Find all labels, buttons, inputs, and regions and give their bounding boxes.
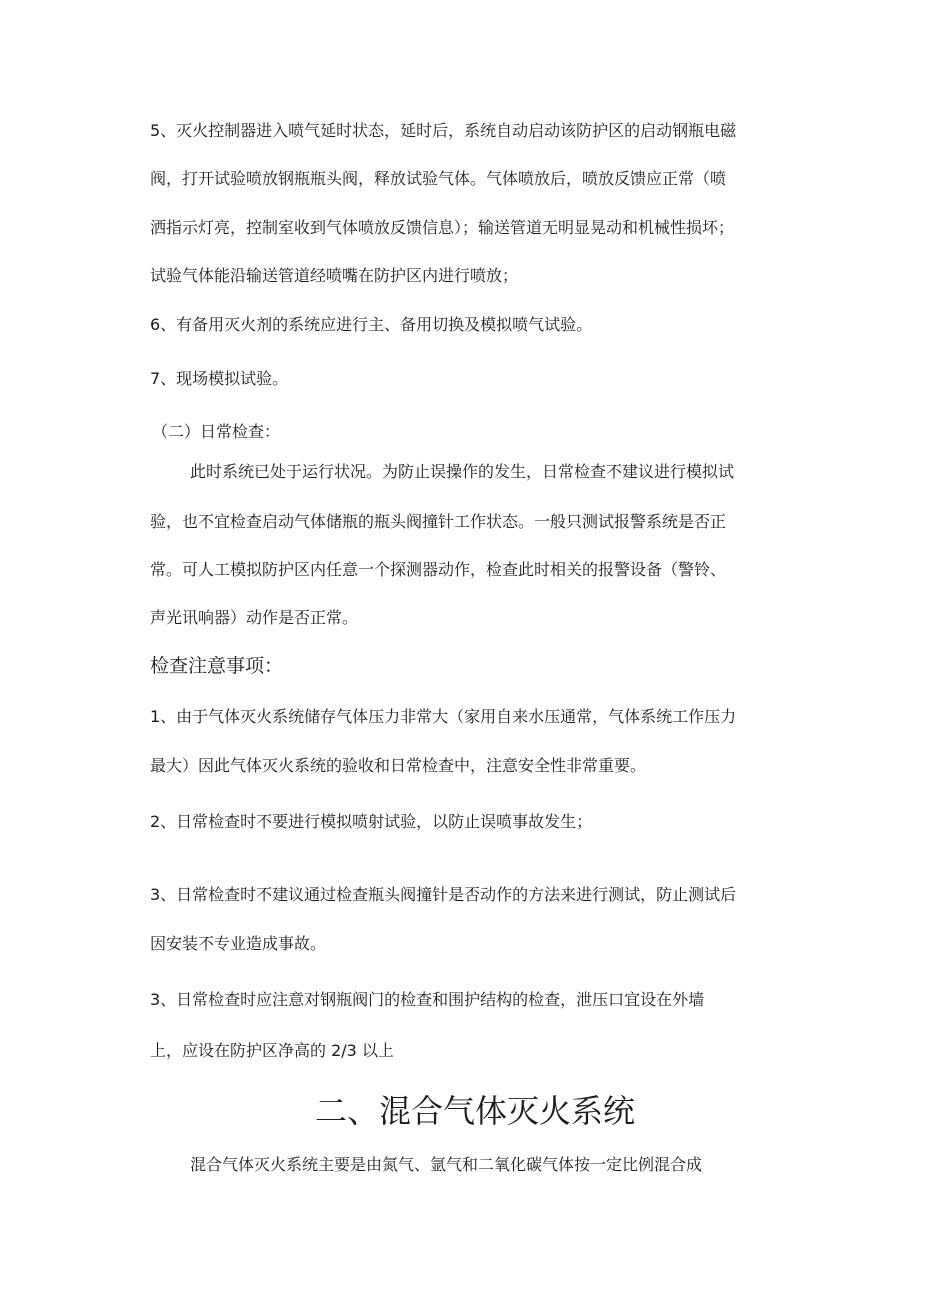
notes-title: 检查注意事项： (150, 655, 284, 677)
daily-check-line-1: 此时系统已处于运行状况。为防止误操作的发生，日常检查不建议进行模拟试 (190, 462, 735, 481)
note-3-line-1: 3、日常检查时不建议通过检查瓶头阀撞针是否动作的方法来进行测试，防止测试后 (150, 885, 737, 904)
paragraph-7: 7、现场模拟试验。 (150, 369, 289, 388)
paragraph-6: 6、有备用灭火剂的系统应进行主、备用切换及模拟喷气试验。 (150, 315, 593, 334)
paragraph-5-line-3: 洒指示灯亮，控制室收到气体喷放反馈信息）；输送管道无明显晃动和机械性损坏； (150, 218, 735, 237)
note-1-line-2: 最大）因此气体灭火系统的验收和日常检查中，注意安全性非常重要。 (150, 756, 647, 775)
section-2-title: 二、混合气体灭火系统 (314, 1092, 635, 1130)
note-1-line-1: 1、由于气体灭火系统储存气体压力非常大（家用自来水压通常，气体系统工作压力 (150, 707, 737, 726)
daily-check-title: （二）日常检查： (152, 422, 281, 441)
paragraph-5-line-4: 试验气体能沿输送管道经喷嘴在防护区内进行喷放； (150, 266, 519, 285)
section-2-intro: 混合气体灭火系统主要是由氮气、氩气和二氧化碳气体按一定比例混合成 (190, 1155, 703, 1174)
note-3-line-2: 因安装不专业造成事故。 (150, 934, 327, 953)
paragraph-5-line-2: 阀，打开试验喷放钢瓶瓶头阀，释放试验气体。气体喷放后，喷放反馈应正常（喷 (150, 169, 727, 188)
daily-check-line-4: 声光讯响器）动作是否正常。 (150, 608, 359, 627)
daily-check-line-2: 验，也不宜检查启动气体储瓶的瓶头阀撞针工作状态。一般只测试报警系统是否正 (150, 512, 727, 531)
note-2: 2、日常检查时不要进行模拟喷射试验，以防止误喷事故发生； (150, 812, 593, 831)
daily-check-line-3: 常。可人工模拟防护区内任意一个探测器动作，检查此时相关的报警设备（警铃、 (150, 560, 727, 579)
note-3b-line-2: 上，应设在防护区净高的 2/3 以上 (150, 1041, 394, 1060)
note-3b-line-1: 3、日常检查时应注意对钢瓶阀门的检查和围护结构的检查，泄压口宜设在外墙 (150, 990, 705, 1009)
paragraph-5-line-1: 5、灭火控制器进入喷气延时状态，延时后，系统自动启动该防护区的启动钢瓶电磁 (150, 121, 737, 140)
